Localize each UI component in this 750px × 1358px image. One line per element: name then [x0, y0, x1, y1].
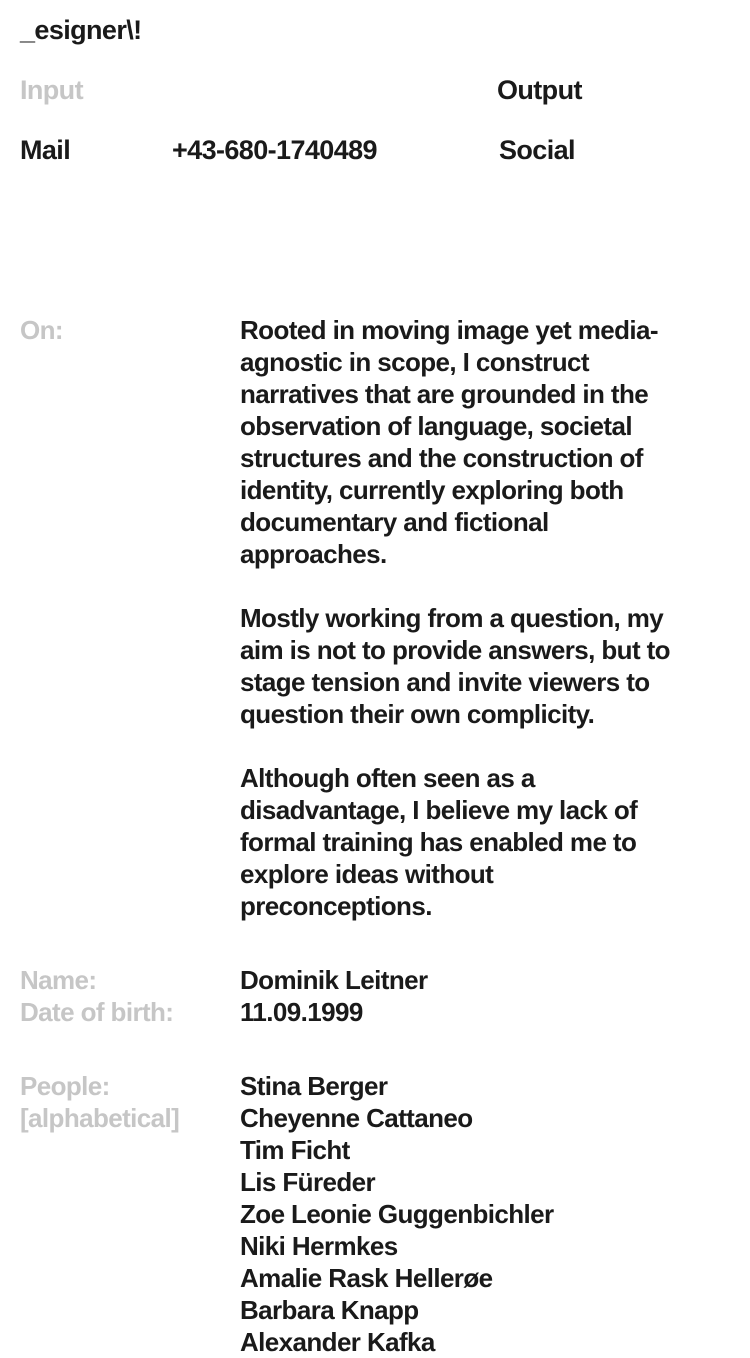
name-label: Name:	[20, 965, 97, 995]
about-label: On:	[20, 315, 63, 345]
person-name: Stina Berger	[240, 1071, 388, 1101]
people-list	[240, 1070, 680, 1358]
person-name: Zoe Leonie Guggenbichler	[240, 1199, 554, 1229]
nav-input-link[interactable]: Input	[20, 75, 83, 105]
about-paragraph: Although often seen as a disadvantage, I believe my lack of formal training has enabled me to explore ideas without preconceptions.	[240, 763, 638, 921]
person-name: Niki Hermkes	[240, 1231, 398, 1261]
name-value: Dominik Leitner	[240, 965, 428, 995]
person-name: Amalie Rask Hellerøe	[240, 1263, 493, 1293]
nav-output-link[interactable]: Output	[497, 75, 582, 105]
social-link[interactable]: Social	[499, 135, 575, 165]
phone-link[interactable]: +43-680-1740489	[172, 135, 377, 165]
people-sublabel: [alphabetical]	[20, 1103, 180, 1133]
person-name: Tim Ficht	[240, 1135, 350, 1165]
person-name: Barbara Knapp	[240, 1295, 419, 1325]
dob-value: 11.09.1999	[240, 997, 363, 1027]
site-title[interactable]: _esigner\!	[20, 15, 142, 45]
about-text	[240, 314, 680, 922]
people-label: People:	[20, 1071, 110, 1101]
mail-link[interactable]: Mail	[20, 135, 71, 165]
person-name: Lis Füreder	[240, 1167, 375, 1197]
dob-label: Date of birth:	[20, 997, 174, 1027]
person-name: Alexander Kafka	[240, 1327, 435, 1357]
person-name: Cheyenne Cattaneo	[240, 1103, 473, 1133]
about-paragraph: Rooted in moving image yet media-agnostic in scope, I construct narratives that are grounded in the observation of language, societal structures and the construction of identity, currently exploring both documentary and fictional approaches.	[240, 315, 658, 569]
about-paragraph: Mostly working from a question, my aim is not to provide answers, but to stage tension and invite viewers to question their own complicity.	[240, 603, 670, 729]
